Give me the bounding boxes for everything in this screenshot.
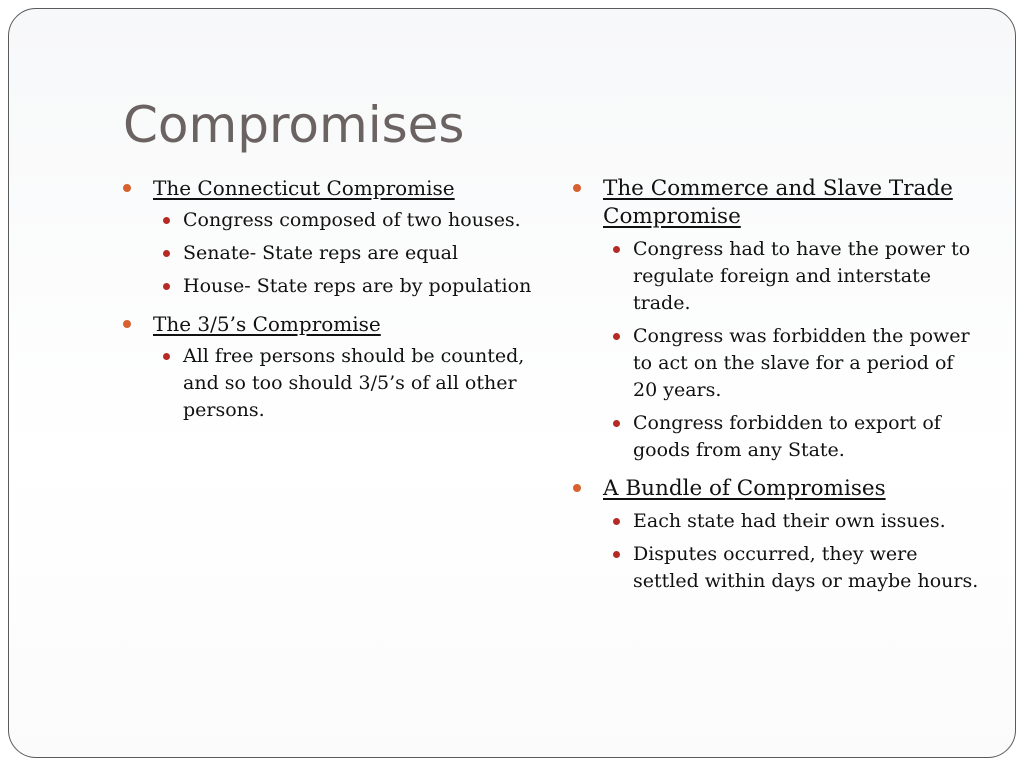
- bullet-dot-icon: [573, 484, 581, 492]
- slide-frame: [8, 8, 1016, 758]
- slide-title: Compromises: [123, 96, 465, 154]
- bullet-item: [123, 343, 533, 424]
- item-text: Congress composed of two houses.: [183, 209, 521, 231]
- bullet-item: [123, 240, 533, 267]
- bullet-dot-icon: [613, 246, 620, 253]
- bullet-dot-icon: [163, 250, 170, 257]
- item-text: All free persons should be counted, and so too should 3/5’s of all other persons.: [183, 345, 525, 421]
- item-text: Disputes occurred, they were settled within days or maybe hours.: [633, 543, 979, 592]
- item-text: House- State reps are by population: [183, 275, 532, 297]
- bullet-dot-icon: [163, 283, 170, 290]
- bullet-dot-icon: [163, 353, 170, 360]
- item-text: Congress forbidden to export of goods from any State.: [633, 412, 941, 461]
- item-text: Congress had to have the power to regulate foreign and interstate trade.: [633, 238, 971, 314]
- right-column: [573, 175, 983, 601]
- bullet-item: [573, 323, 983, 404]
- bullet-heading: [123, 311, 533, 338]
- bullet-dot-icon: [613, 333, 620, 340]
- bullet-dot-icon: [613, 551, 620, 558]
- item-text: Congress was forbidden the power to act on the slave for a period of 20 years.: [633, 325, 970, 401]
- bullet-item: [573, 541, 983, 595]
- heading-text: A Bundle of Compromises: [603, 476, 886, 501]
- heading-text: The 3/5’s Compromise: [153, 312, 381, 336]
- bullet-heading: [573, 175, 983, 231]
- bullet-item: [573, 236, 983, 317]
- bullet-dot-icon: [123, 184, 131, 192]
- bullet-item: [573, 508, 983, 535]
- bullet-dot-icon: [573, 184, 581, 192]
- bullet-heading: [573, 475, 983, 503]
- heading-text: The Commerce and Slave Trade Compromise: [603, 176, 953, 229]
- item-text: Each state had their own issues.: [633, 510, 946, 532]
- bullet-dot-icon: [613, 518, 620, 525]
- bullet-dot-icon: [613, 420, 620, 427]
- item-text: Senate- State reps are equal: [183, 242, 459, 264]
- left-column: [123, 175, 533, 430]
- bullet-dot-icon: [123, 320, 131, 328]
- bullet-item: [573, 410, 983, 464]
- bullet-item: [123, 207, 533, 234]
- bullet-dot-icon: [163, 217, 170, 224]
- bullet-heading: [123, 175, 533, 202]
- bullet-item: [123, 273, 533, 300]
- heading-text: The Connecticut Compromise: [153, 176, 455, 200]
